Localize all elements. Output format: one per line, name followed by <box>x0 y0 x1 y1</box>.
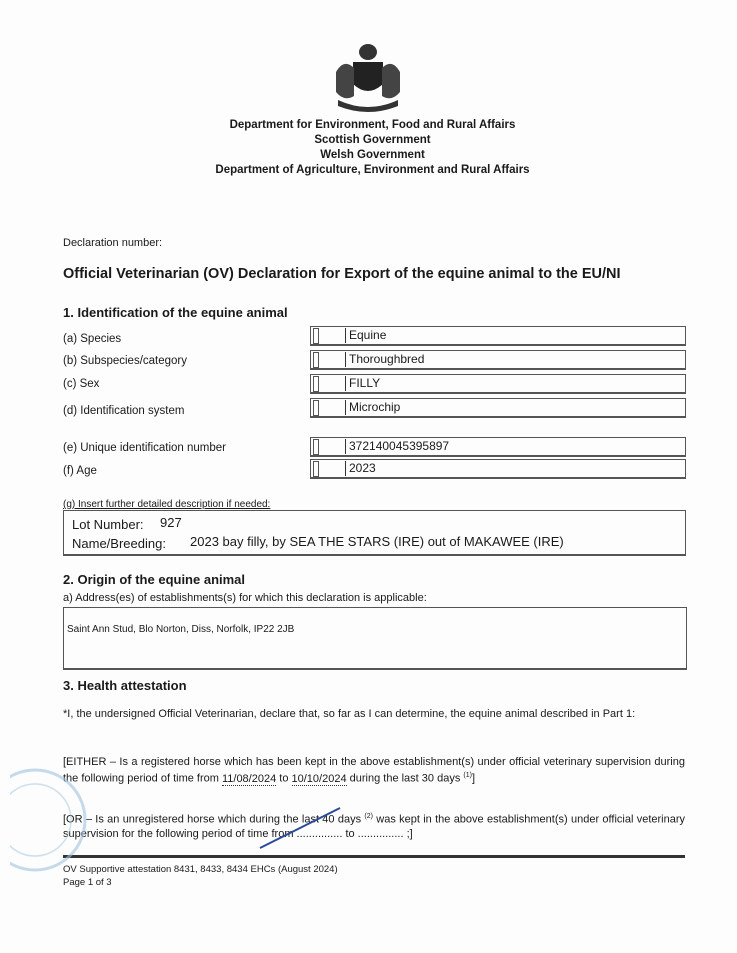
field-value: Microchip <box>345 400 400 415</box>
either-text-end: during the last 30 days <box>346 772 464 785</box>
field-label: (b) Subspecies/category <box>63 355 188 367</box>
field-label: (a) Species <box>63 333 122 345</box>
declaration-number-label: Declaration number: <box>63 237 163 249</box>
header-line: Department of Agriculture, Environment and Rural Affairs <box>215 164 530 176</box>
footer-divider <box>63 855 685 858</box>
header-line: Department for Environment, Food and Rural Affairs <box>229 119 516 131</box>
lot-number-label: Lot Number: <box>72 517 144 532</box>
bracket: ] <box>471 772 475 785</box>
description-label: (g) Insert further detailed description if needed: <box>63 499 271 510</box>
address-label: a) Address(es) of establishments(s) for which this declaration is applicable: <box>63 592 427 604</box>
footer-page: Page 1 of 3 <box>63 877 112 888</box>
lot-number-value: 927 <box>160 515 182 530</box>
field-value: 2023 <box>345 461 376 476</box>
section3-heading: 3. Health attestation <box>63 678 187 693</box>
footnote-ref: (2) <box>364 813 373 820</box>
field-value: FILLY <box>345 376 380 391</box>
header-line: Welsh Government <box>320 149 425 161</box>
or-text: [OR – Is an unregistered horse which during the last 40 days <box>63 813 365 826</box>
field-label: (f) Age <box>63 465 97 477</box>
footer-attestation: OV Supportive attestation 8431, 8433, 8434 EHCs (August 2024) <box>63 864 338 875</box>
footnote-ref: (1) <box>463 772 472 779</box>
header-line: Scottish Government <box>314 134 431 146</box>
field-value: Thoroughbred <box>345 352 424 367</box>
or-text-end: was kept in the above establishment(s) under official veterinary supervision for the following period of time from ............... to ............... ;] <box>63 813 685 840</box>
field-label: (c) Sex <box>63 378 100 390</box>
field-label: (d) Identification system <box>63 405 185 417</box>
breeding-value: 2023 bay filly, by SEA THE STARS (IRE) out of MAKAWEE (IRE) <box>190 534 564 549</box>
section1-heading: 1. Identification of the equine animal <box>63 305 288 320</box>
field-value: Equine <box>345 328 386 343</box>
breeding-label: Name/Breeding: <box>72 536 166 551</box>
field-value: 372140045395897 <box>345 439 449 454</box>
address-value: Saint Ann Stud, Blo Norton, Diss, Norfolk, IP22 2JB <box>67 624 295 635</box>
field-label: (e) Unique identification number <box>63 442 227 454</box>
attestation-intro: *I, the undersigned Official Veterinarian, declare that, so far as I can determine, the equine animal described in Part 1: <box>63 708 636 720</box>
either-from-date: 11/08/2024 <box>221 772 277 785</box>
official-stamp <box>10 765 100 875</box>
either-to-date: 10/10/2024 <box>291 772 347 785</box>
section2-heading: 2. Origin of the equine animal <box>63 572 246 587</box>
page-title: Official Veterinarian (OV) Declaration for Export of the equine animal to the EU/NI <box>63 266 621 282</box>
either-text: [EITHER – Is a registered horse which has been kept in the above establishment(s) under official veterinary supervision during the following period of time from <box>63 756 685 785</box>
either-to-word: to <box>276 772 292 785</box>
